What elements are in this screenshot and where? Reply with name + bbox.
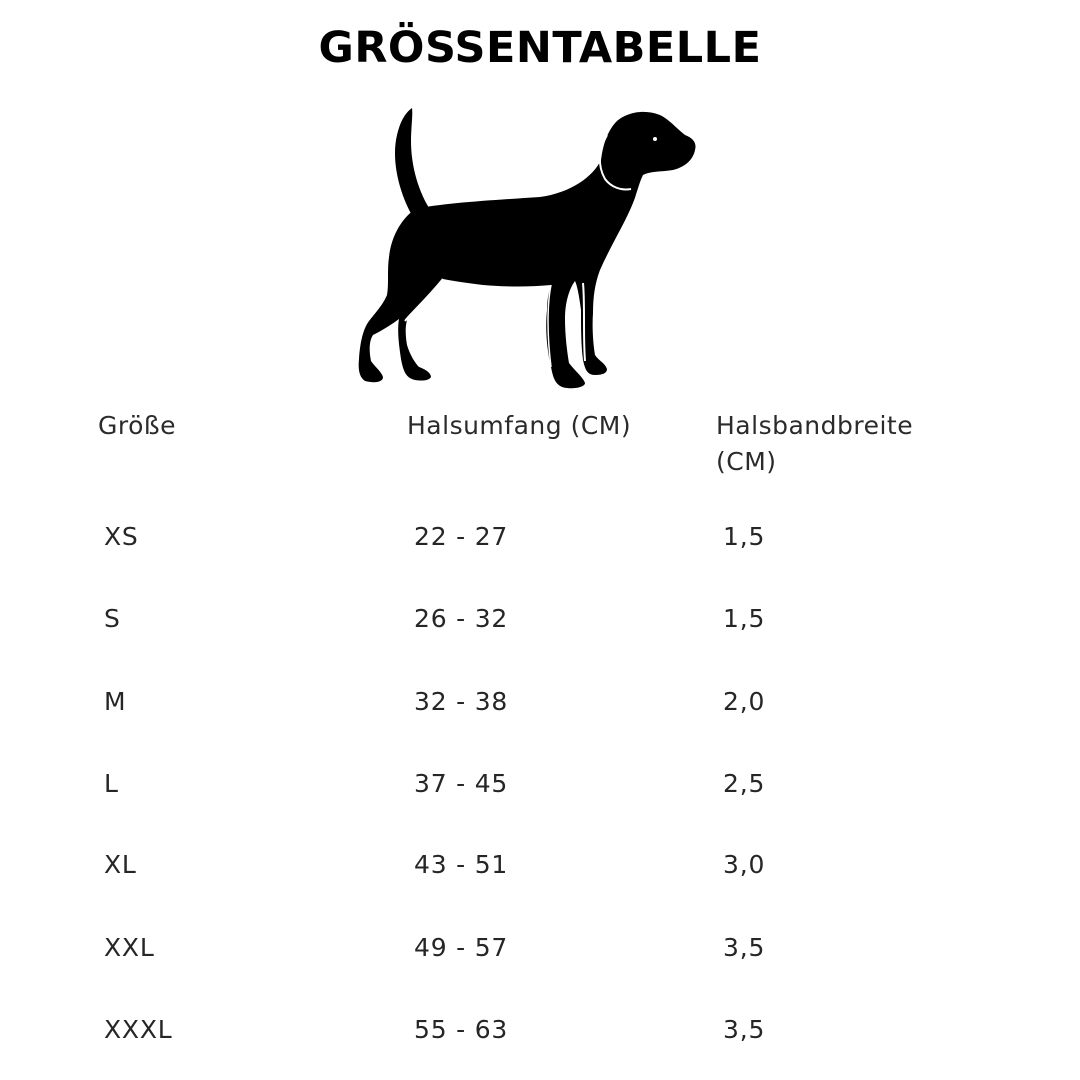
row-size: L <box>104 769 119 798</box>
row-neck: 49 - 57 <box>414 933 509 962</box>
page-title: GRÖSSENTABELLE <box>318 23 762 73</box>
row-neck: 32 - 38 <box>414 687 509 716</box>
row-width: 3,5 <box>723 1015 766 1044</box>
row-width: 2,5 <box>723 769 766 798</box>
row-neck: 37 - 45 <box>414 769 509 798</box>
row-width: 2,0 <box>723 687 766 716</box>
row-size: XS <box>104 522 139 551</box>
row-size: S <box>104 604 121 633</box>
header-size: Größe <box>98 411 177 440</box>
row-width: 1,5 <box>723 604 766 633</box>
row-neck: 22 - 27 <box>414 522 509 551</box>
row-size: M <box>104 687 127 716</box>
row-neck: 26 - 32 <box>414 604 509 633</box>
row-size: XL <box>104 850 137 879</box>
row-size: XXL <box>104 933 155 962</box>
row-width: 1,5 <box>723 522 766 551</box>
header-neck-circumference: Halsumfang (CM) <box>407 411 632 440</box>
dog-silhouette-icon <box>355 105 700 390</box>
row-size: XXXL <box>104 1015 173 1044</box>
row-neck: 43 - 51 <box>414 850 509 879</box>
row-width: 3,0 <box>723 850 766 879</box>
header-collar-width: Halsbandbreite (CM) <box>716 411 914 476</box>
row-neck: 55 - 63 <box>414 1015 509 1044</box>
row-width: 3,5 <box>723 933 766 962</box>
